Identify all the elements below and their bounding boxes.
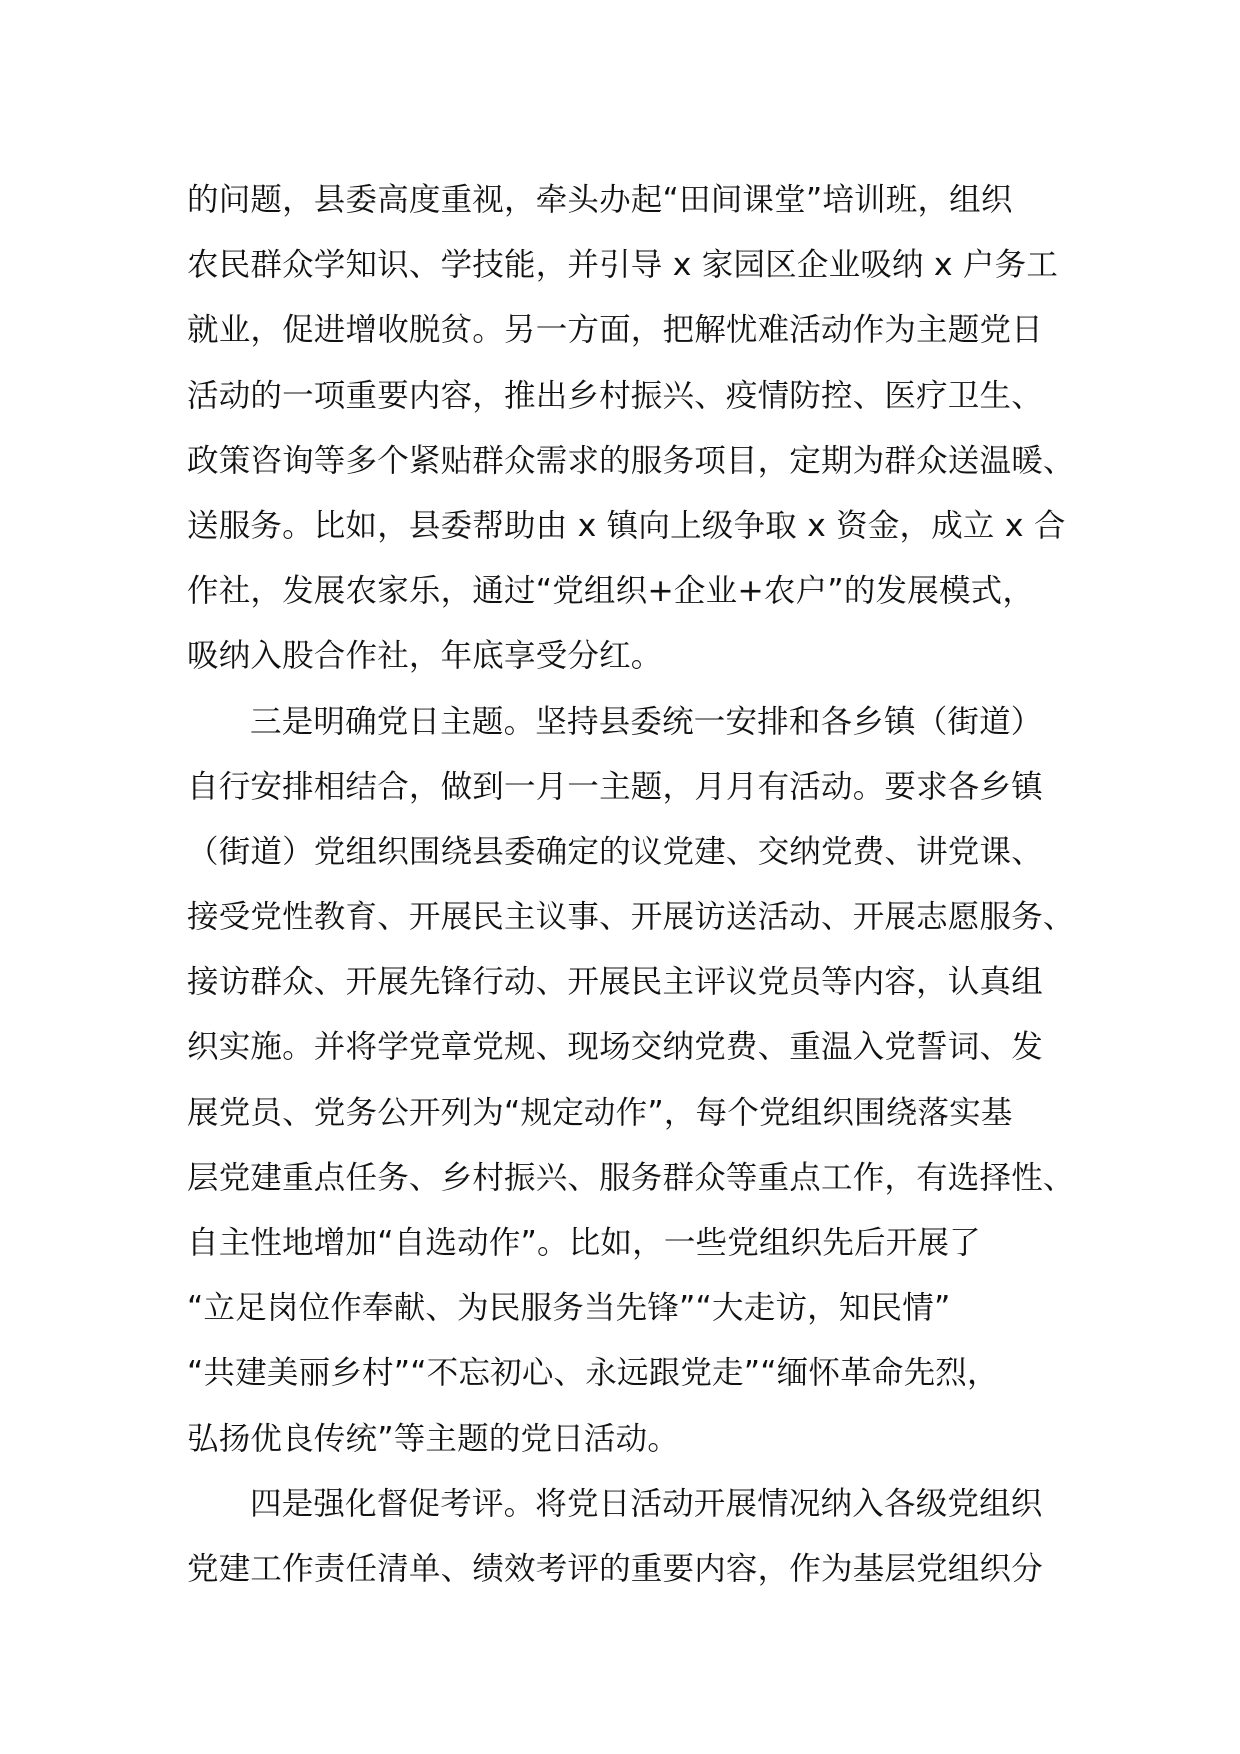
paragraph-first-line: 四是强化督促考评。将党日活动开展情况纳入各级党组织: [250, 1485, 1043, 1522]
text-line: 自行安排相结合，做到一月一主题，月月有活动。要求各乡镇: [187, 768, 1043, 805]
text-line: 层党建重点任务、乡村振兴、服务群众等重点工作，有选择性、: [187, 1159, 1075, 1196]
text-line: 政策咨询等多个紧贴群众需求的服务项目，定期为群众送温暖、: [187, 442, 1075, 479]
text-line: 弘扬优良传统”等主题的党日活动。: [187, 1420, 680, 1457]
body-text: [187, 168, 1087, 1602]
text-line: 自主性地增加“自选动作”。比如，一些党组织先后开展了: [187, 1225, 981, 1261]
text-line: 作社，发展农家乐，通过“党组织+企业+农户”的发展模式，: [187, 573, 1035, 610]
text-line: “共建美丽乡村”“不忘初心、永远跟党走”“缅怀革命先烈，: [187, 1355, 999, 1392]
text-line: （街道）党组织围绕县委确定的议党建、交纳党费、讲党课、: [187, 833, 1043, 870]
text-line: 农民群众学知识、学技能，并引导 x 家园区企业吸纳 x 户务工: [187, 247, 1059, 284]
text-line: 活动的一项重要内容，推出乡村振兴、疫情防控、医疗卫生、: [187, 377, 1043, 414]
text-line: 织实施。并将学党章党规、现场交纳党费、重温入党誓词、发: [187, 1029, 1043, 1066]
text-line: 接受党性教育、开展民主议事、开展访送活动、开展志愿服务、: [187, 899, 1075, 936]
text-line: 展党员、党务公开列为“规定动作”，每个党组织围绕落实基: [187, 1094, 1013, 1131]
text-line: 送服务。比如，县委帮助由 x 镇向上级争取 x 资金，成立 x 合: [187, 507, 1066, 544]
text-line: 就业，促进增收脱贫。另一方面，把解忧难活动作为主题党日: [187, 312, 1043, 349]
text-line: 党建工作责任清单、绩效考评的重要内容，作为基层党组织分: [187, 1550, 1043, 1587]
text-line: 吸纳入股合作社，年底享受分红。: [187, 638, 663, 675]
text-line: “立足岗位作奉献、为民服务当先锋”“大走访，知民情”: [187, 1290, 951, 1327]
paragraph-first-line: 三是明确党日主题。坚持县委统一安排和各乡镇（街道）: [250, 703, 1043, 740]
text-line: 的问题，县委高度重视，牵头办起“田间课堂”培训班，组织: [187, 182, 1013, 218]
text-line: 接访群众、开展先锋行动、开展民主评议党员等内容，认真组: [187, 964, 1043, 1001]
